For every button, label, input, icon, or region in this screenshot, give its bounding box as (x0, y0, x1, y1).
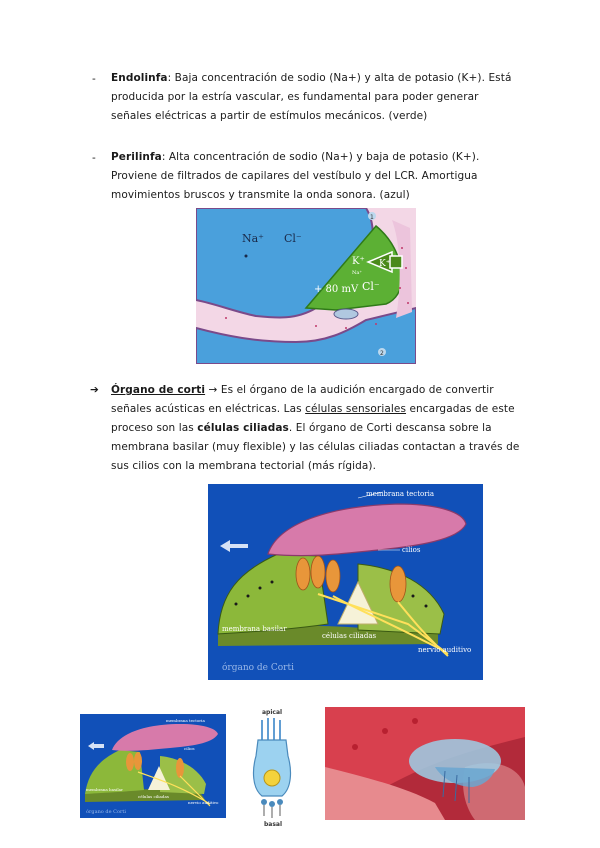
mv-label: + 80 mV (314, 284, 359, 295)
organo-term: Órgano de corti (111, 384, 206, 396)
na-small-label: Na⁺ (352, 270, 362, 276)
na-label: Na⁺ (242, 232, 264, 245)
label-cilios: cilios (402, 546, 421, 554)
corti-small (334, 309, 358, 319)
small-figure-caption: órgano de Corti (86, 809, 126, 815)
number-2: 2 (380, 350, 384, 357)
perilinfa-text: : Alta concentración de sodio (Na+) y baja de potasio (K+). Proviene de filtrados de capilares del vestíbulo y del LCR. Amortigua movimientos bruscos y transmite la onda sonora. (azul) (111, 151, 480, 201)
hair-cell-body (254, 740, 291, 796)
sensory-cells-term: células sensoriales (305, 403, 407, 415)
label-apical: apical (262, 709, 283, 716)
label-celulas-ciliadas: células ciliadas (322, 632, 377, 640)
perilinfa-term: Perilinfa (111, 151, 162, 163)
organo-text-3: . El órgano de Corti descansa sobre la membrana basilar (muy flexible) y las células ciliadas contactan a través de sus cilios con la membrana tectorial (más rígida). (111, 422, 520, 472)
k-label: K⁺ (352, 256, 365, 267)
small-label-celulas-ciliadas: células ciliadas (138, 794, 169, 799)
organ-of-corti-small-figure (80, 714, 226, 818)
label-nervio-auditivo: nervio auditivo (418, 646, 472, 654)
endolymph-diagram (196, 208, 416, 364)
figure-caption: órgano de Corti (222, 663, 294, 673)
hair-cell-figure (238, 706, 306, 830)
small-label-membrana-tectoria: membrana tectoria (166, 718, 205, 723)
cl-label: Cl⁻ (284, 232, 302, 245)
endolinfa-paragraph (111, 69, 521, 126)
cl2-label: Cl⁻ (362, 280, 380, 293)
small-label-membrana-basilar: membrana basilar (86, 787, 123, 792)
k-arrow-label: K⁺ (379, 259, 391, 269)
label-membrana-basilar: membrana basilar (222, 625, 287, 633)
organ-of-corti-figure (208, 484, 483, 680)
bullet-dash: - (92, 152, 96, 164)
organo-text-2: encargadas de este proceso son las (111, 403, 515, 434)
hair-cell-nucleus (264, 770, 280, 786)
small-label-cilios: cilios (184, 746, 195, 751)
endolinfa-text: : Baja concentración de sodio (Na+) y alta de potasio (K+). Está producida por la estría vascular, es fundamental para poder generar señales eléctricas a partir de estímulos mecánicos. (verde) (111, 72, 512, 122)
cochlea-figure (325, 707, 525, 820)
arrow-bullet: ➔ (90, 384, 99, 396)
endolinfa-term: Endolinfa (111, 72, 168, 84)
organo-paragraph (111, 381, 521, 476)
organo-text-1: → Es el órgano de la audición encargado de convertir señales acústicas en eléctricas. Las (111, 384, 494, 415)
label-basal: basal (264, 821, 283, 828)
hair-cells-term: células ciliadas (197, 422, 289, 434)
bullet-dash: - (92, 73, 96, 85)
perilinfa-paragraph (111, 148, 521, 205)
label-membrana-tectoria: membrana tectoria (366, 490, 434, 498)
small-label-nervio-auditivo: nervio auditivo (188, 800, 219, 805)
number-1: 1 (370, 214, 374, 221)
